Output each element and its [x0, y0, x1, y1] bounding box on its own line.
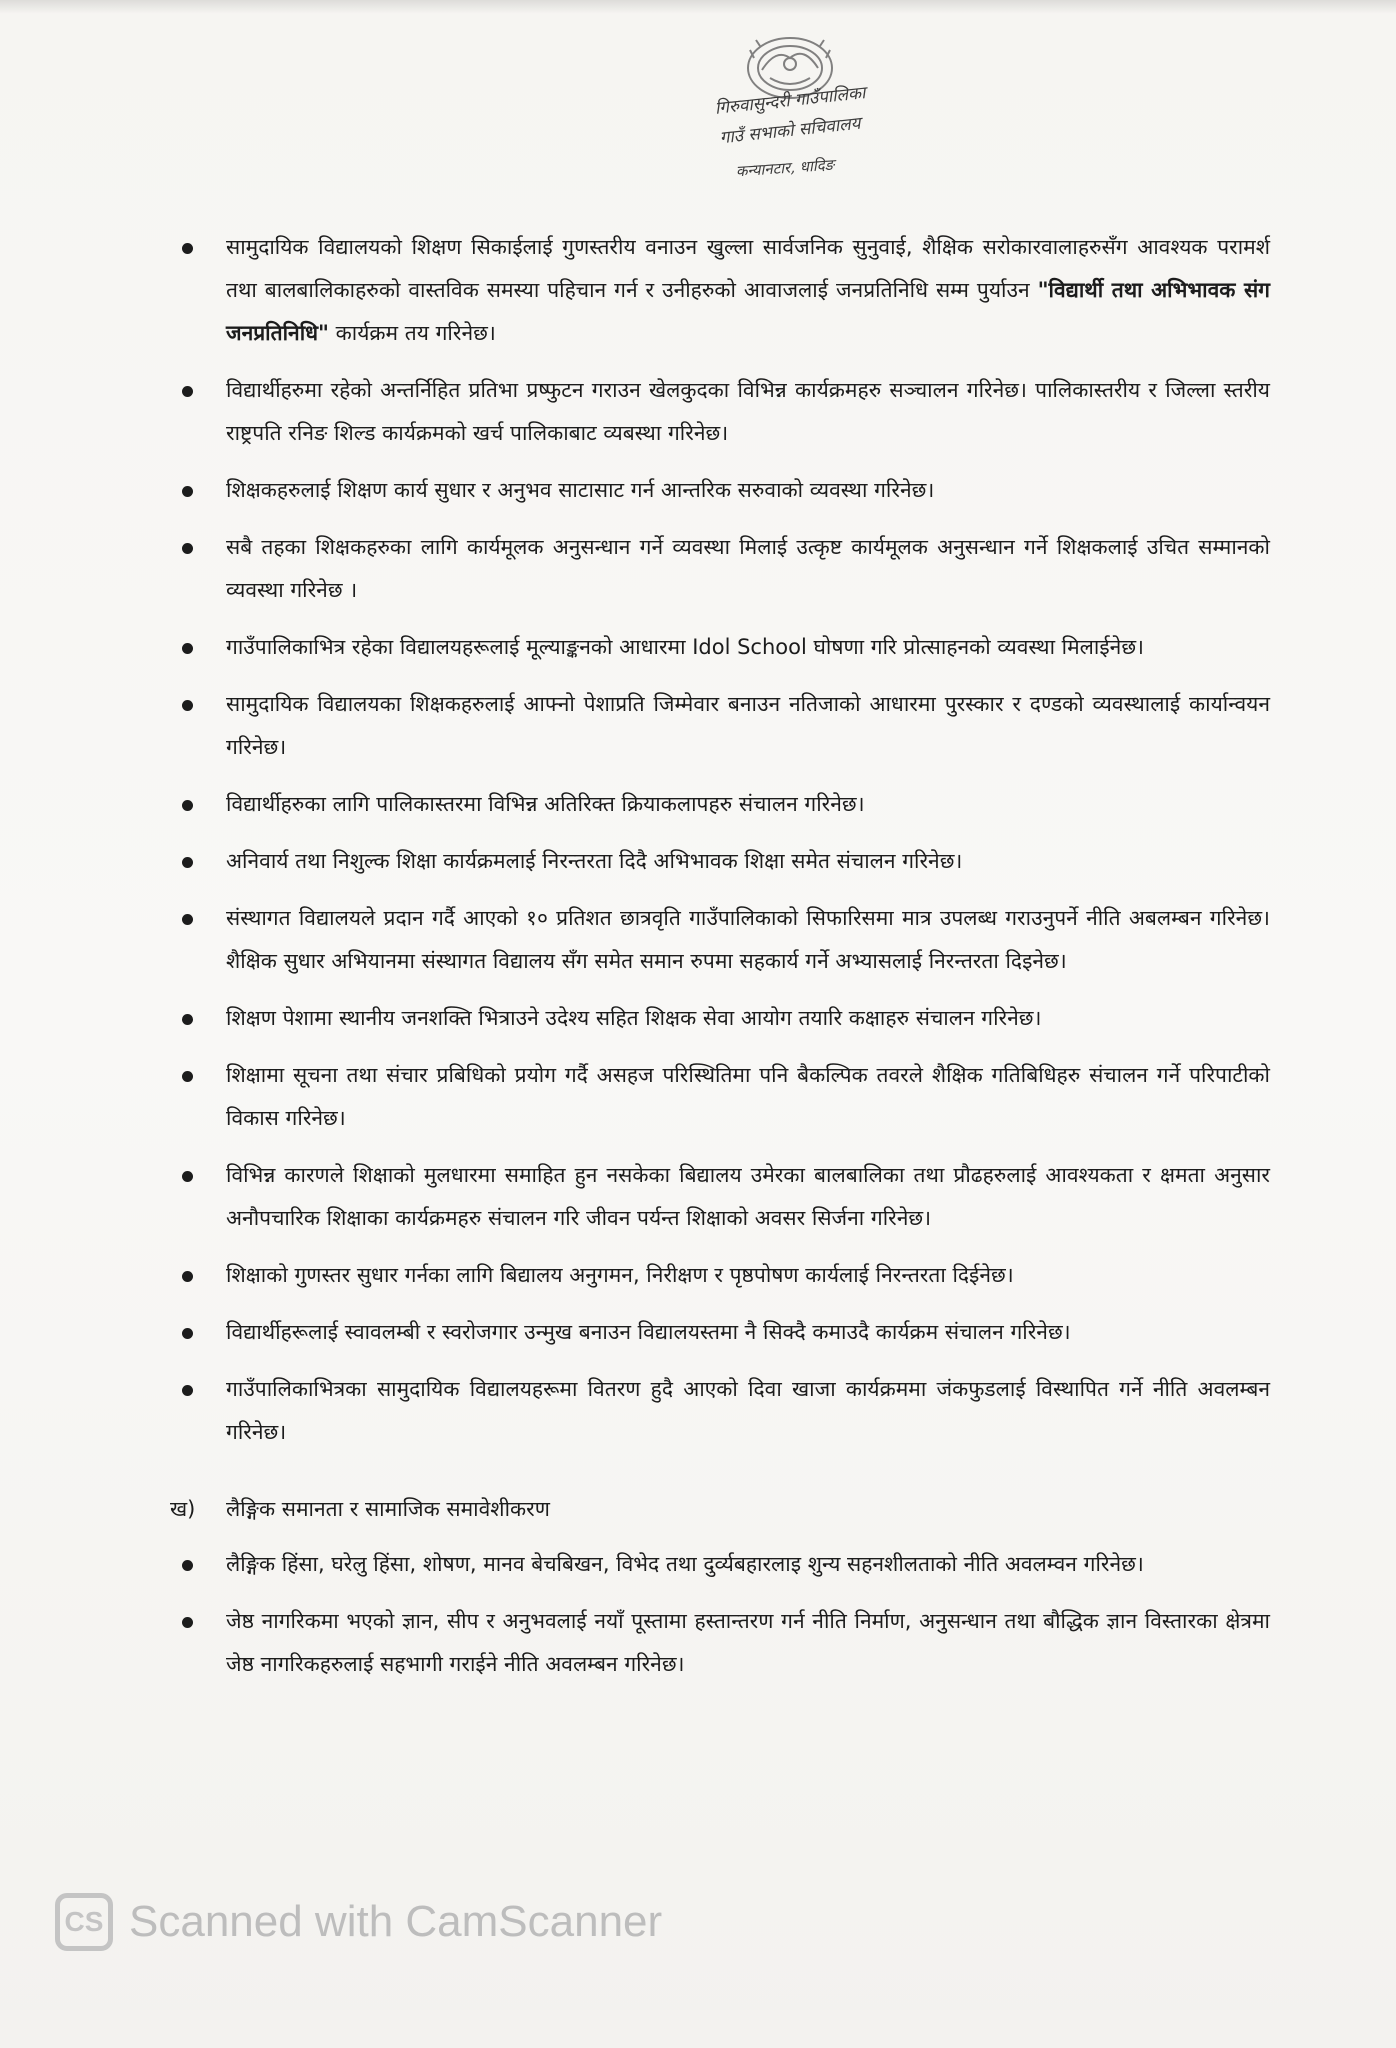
stamp-line-3: कन्यानटार, धादिङ	[735, 155, 835, 181]
bullet-icon	[182, 1560, 193, 1571]
list-item	[170, 369, 1270, 455]
item-text: सामुदायिक विद्यालयका शिक्षकहरुलाई आफ्नो पेशाप्रति जिम्मेवार बनाउन नतिजाको आधारमा पुरस्कार र दण्डको व्यवस्थालाई कार्यान्वयन गरिनेछ।	[226, 692, 1270, 759]
item-text: शिक्षामा सूचना तथा संचार प्रबिधिको प्रयोग गर्दै असहज परिस्थितिमा पनि बैकल्पिक तवरले शैक्षिक गतिबिधिहरु संचालन गर्ने परिपाटीको विकास गरिनेछ।	[226, 1063, 1270, 1130]
stamp-line-2: गाउँ सभाको सचिवालय	[718, 113, 862, 149]
bullet-icon	[182, 1385, 193, 1396]
bullet-icon	[182, 1014, 193, 1025]
list-item	[170, 1543, 1270, 1586]
gender-inclusion-policy-list	[170, 1543, 1270, 1686]
list-item	[170, 1154, 1270, 1240]
bullet-icon	[182, 700, 193, 711]
list-item	[170, 1600, 1270, 1686]
list-item	[170, 683, 1270, 769]
item-text: अनिवार्य तथा निशुल्क शिक्षा कार्यक्रमलाई निरन्तरता दिदै अभिभावक शिक्षा समेत संचालन गरिनेछ।	[226, 849, 963, 873]
bullet-icon	[182, 1617, 193, 1628]
list-item	[170, 840, 1270, 883]
item-text: सबै तहका शिक्षकहरुका लागि कार्यमूलक अनुसन्धान गर्ने व्यवस्था मिलाई उत्कृष्ट कार्यमूलक अनुसन्धान गर्ने शिक्षकलाई उचित सम्मानको व्यवस्था गरिनेछ ।	[226, 535, 1270, 602]
bullet-icon	[182, 1171, 193, 1182]
bullet-icon	[182, 386, 193, 397]
item-text: जेष्ठ नागरिकमा भएको ज्ञान, सीप र अनुभवलाई नयाँ पूस्तामा हस्तान्तरण गर्न नीति निर्माण, अनुसन्धान तथा बौद्धिक ज्ञान विस्तारका क्षेत्रमा जेष्ठ नागरिकहरुलाई सहभागी गराईने नीति अवलम्बन गरिनेछ।	[226, 1609, 1270, 1676]
section-marker: ख)	[170, 1497, 196, 1521]
page-edge-shadow	[0, 0, 1396, 14]
list-item	[170, 1368, 1270, 1454]
item-text: विद्यार्थीहरुमा रहेको अन्तर्निहित प्रतिभा प्रष्फुटन गराउन खेलकुदका विभिन्न कार्यक्रमहरु सञ्चालन गरिनेछ। पालिकास्तरीय र जिल्ला स्तरीय राष्ट्रपति रनिङ शिल्ड कार्यक्रमको खर्च पालिकाबाट व्यबस्था गरिनेछ।	[226, 378, 1270, 445]
item-text: संस्थागत विद्यालयले प्रदान गर्दै आएको १० प्रतिशत छात्रवृति गाउँपालिकाको सिफारिसमा मात्र उपलब्ध गराउनुपर्ने नीति अबलम्बन गरिनेछ। शैक्षिक सुधार अभियानमा संस्थागत विद्यालय सँग समेत समान रुपमा सहकार्य गर्ने अभ्यासलाई निरन्तरता दिइनेछ।	[226, 906, 1270, 973]
section-title: लैङ्गिक समानता र सामाजिक समावेशीकरण	[226, 1497, 550, 1521]
item-emphasis: "विद्यार्थी तथा अभिभावक संग जनप्रतिनिधि"	[226, 278, 1270, 345]
bullet-icon	[182, 543, 193, 554]
document-body	[170, 226, 1270, 1700]
bullet-icon	[182, 643, 193, 654]
camscanner-text: Scanned with CamScanner	[129, 1897, 663, 1946]
list-item	[170, 783, 1270, 826]
bullet-icon	[182, 243, 193, 254]
item-text: विभिन्न कारणले शिक्षाको मुलधारमा समाहित हुन नसकेका बिद्यालय उमेरका बालबालिका तथा प्रौढहरुलाई आवश्यकता र क्षमता अनुसार अनौपचारिक शिक्षाका कार्यक्रमहरु संचालन गरि जीवन पर्यन्त शिक्षाको अवसर सिर्जना गरिनेछ।	[226, 1163, 1270, 1230]
item-text: लैङ्गिक हिंसा, घरेलु हिंसा, शोषण, मानव बेचबिखन, विभेद तथा दुर्व्यबहारलाइ शुन्य सहनशीलताको नीति अवलम्वन गरिनेछ।	[226, 1552, 1144, 1576]
bullet-icon	[182, 1328, 193, 1339]
list-item	[170, 226, 1270, 355]
bullet-icon	[182, 1271, 193, 1282]
item-text: शिक्षाको गुणस्तर सुधार गर्नका लागि बिद्यालय अनुगमन, निरीक्षण र पृष्ठपोषण कार्यलाई निरन्तरता दिईनेछ।	[226, 1263, 1014, 1287]
item-text: सामुदायिक विद्यालयको शिक्षण सिकाईलाई गुणस्तरीय वनाउन खुल्ला सार्वजनिक सुनुवाई, शैक्षिक सरोकारवालाहरुसँग आवश्यक परामर्श तथा बालबालिकाहरुको वास्तविक समस्या पहिचान गर्न र उनीहरुको आवाजलाई जनप्रतिनिधि सम्म पुर्याउन	[226, 235, 1270, 302]
bullet-icon	[182, 486, 193, 497]
list-item	[170, 1054, 1270, 1140]
item-text-tail: कार्यक्रम तय गरिनेछ।	[328, 321, 496, 345]
education-policy-list	[170, 226, 1270, 1454]
section-heading	[170, 1488, 1270, 1531]
item-text: गाउँपालिकाभित्रका सामुदायिक विद्यालयहरूमा वितरण हुदै आएको दिवा खाजा कार्यक्रममा जंकफुडलाई विस्थापित गर्ने नीति अवलम्बन गरिनेछ।	[226, 1377, 1270, 1444]
item-text: विद्यार्थीहरूलाई स्वावलम्बी र स्वरोजगार उन्मुख बनाउन विद्यालयस्तमा नै सिक्दै कमाउदै कार्यक्रम संचालन गरिनेछ।	[226, 1320, 1071, 1344]
bullet-icon	[182, 914, 193, 925]
bullet-icon	[182, 1071, 193, 1082]
list-item	[170, 626, 1270, 669]
list-item	[170, 526, 1270, 612]
item-text: शिक्षकहरुलाई शिक्षण कार्य सुधार र अनुभव साटासाट गर्न आन्तरिक सरुवाको व्यवस्था गरिनेछ।	[226, 478, 935, 502]
item-text: गाउँपालिकाभित्र रहेका विद्यालयहरूलाई मूल्याङ्कनको आधारमा Idol School घोषणा गरि प्रोत्साहनको व्यवस्था मिलाईनेछ।	[226, 635, 1145, 659]
bullet-icon	[182, 800, 193, 811]
camscanner-watermark	[55, 1890, 662, 1954]
list-item	[170, 897, 1270, 983]
list-item	[170, 1254, 1270, 1297]
item-text: शिक्षण पेशामा स्थानीय जनशक्ति भित्राउने उदेश्य सहित शिक्षक सेवा आयोग तयारि कक्षाहरु संचालन गरिनेछ।	[226, 1006, 1042, 1030]
camscanner-logo: CS	[55, 1893, 113, 1951]
list-item	[170, 469, 1270, 512]
stamp-line-1: गिरुवासुन्दरी गाउँपालिका	[713, 83, 867, 119]
item-text: विद्यार्थीहरुका लागि पालिकास्तरमा विभिन्न अतिरिक्त क्रियाकलापहरु संचालन गरिनेछ।	[226, 792, 865, 816]
bullet-icon	[182, 857, 193, 868]
list-item	[170, 1311, 1270, 1354]
list-item	[170, 997, 1270, 1040]
